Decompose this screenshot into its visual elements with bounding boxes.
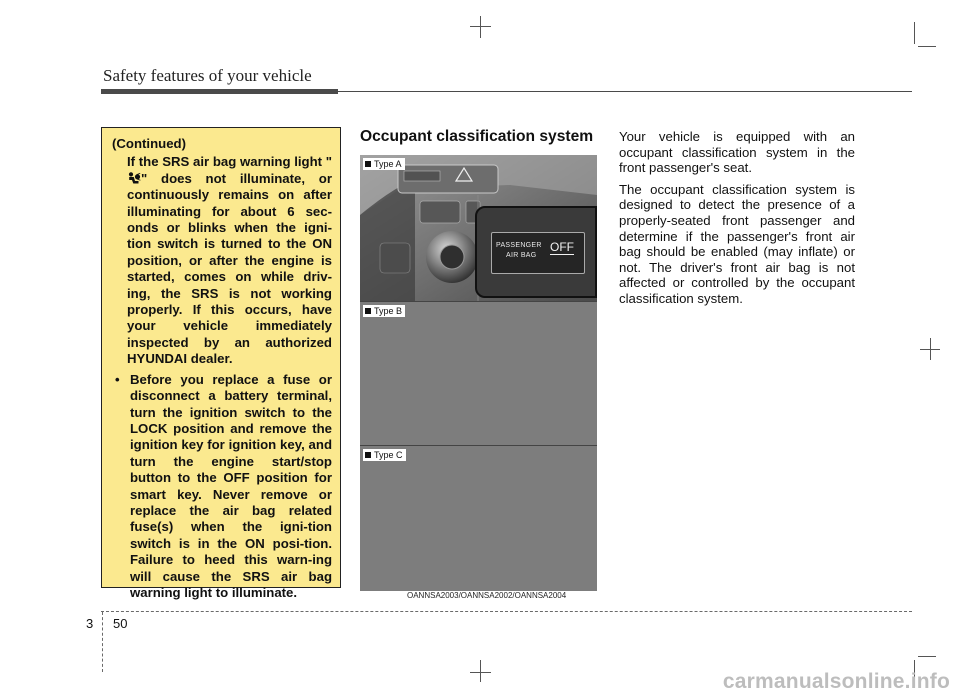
crop-mark (918, 46, 936, 47)
figure-type-b (360, 301, 597, 446)
body-paragraph-1: Your vehicle is equipped with an occupant classification system in the front passenger's seat. (619, 129, 855, 176)
crop-mark (918, 656, 936, 657)
square-bullet-icon (365, 161, 371, 167)
type-a-text: Type A (374, 159, 402, 169)
warning-text-end: " does not illuminate, or continuously remains on after illuminating for about 6 sec-onds or blinks when the igni-tion switch is turned to the ON position, or after the engine is started, comes on while driv-ing, the SRS is not working properly. If this occurs, have your vehicle immediately inspected by an authorized HYUNDAI dealer. (127, 170, 332, 367)
type-c-text: Type C (374, 450, 403, 460)
continued-label: (Continued) (112, 136, 186, 151)
passenger-airbag-indicator (475, 206, 597, 298)
warning-paragraph (111, 154, 332, 367)
figure-type-c (360, 445, 597, 591)
crop-mark (470, 672, 491, 673)
figure-caption: OANNSA2003/OANNSA2002/OANNSA2004 (407, 591, 567, 600)
header-bar (101, 89, 338, 94)
footer-vertical-rule (102, 612, 103, 672)
chapter-number: 3 (86, 616, 94, 631)
indicator-label-1: PASSENGER (496, 242, 542, 249)
watermark: carmanualsonline.info (722, 670, 950, 693)
square-bullet-icon (365, 308, 371, 314)
indicator-panel (491, 232, 585, 274)
crop-mark (470, 26, 491, 27)
page-header-title: Safety features of your vehicle (103, 66, 312, 85)
figure-type-a (360, 155, 597, 301)
crop-mark (480, 660, 481, 682)
warning-text-start: If the SRS air bag warning light " (127, 154, 332, 170)
body-text (619, 129, 855, 313)
section-title: Occupant classification system (360, 128, 594, 145)
crop-mark (914, 22, 915, 44)
crop-mark (920, 349, 940, 350)
warning-box (101, 127, 341, 600)
footer-rule (101, 611, 912, 612)
airbag-warning-icon (127, 172, 141, 185)
body-paragraph-2: The occupant classification system is designed to detect the presence of a properly-seated front passenger and determine if the passenger's front air bag should be enabled (may inflate) or not. The driver's front air bag is not affected or controlled by the occupant classification system. (619, 181, 855, 306)
bullet-dot: • (115, 371, 120, 387)
page-number: 50 (113, 616, 128, 631)
type-a-label (363, 158, 405, 170)
crop-mark (480, 16, 481, 38)
header-rule (338, 91, 912, 92)
type-b-text: Type B (374, 306, 403, 316)
type-b-label (363, 305, 405, 317)
warning-bullet (111, 372, 332, 602)
bullet-text: Before you replace a fuse or disconnect a battery terminal, turn the ignition switch to the LOCK position and remove the ignition key for ignition key, and turn the engine start/stop button to the OFF position for smart key. Never remove or replace the air bag related fuse(s) when the igni-tion switch is in the ON posi-tion. Failure to heed this warn-ing will cause the SRS air bag warning light to illuminate. (130, 371, 332, 600)
square-bullet-icon (365, 452, 371, 458)
indicator-label-2: AIR BAG (506, 252, 537, 259)
indicator-off-label: OFF (550, 240, 574, 254)
type-c-label (363, 449, 406, 461)
